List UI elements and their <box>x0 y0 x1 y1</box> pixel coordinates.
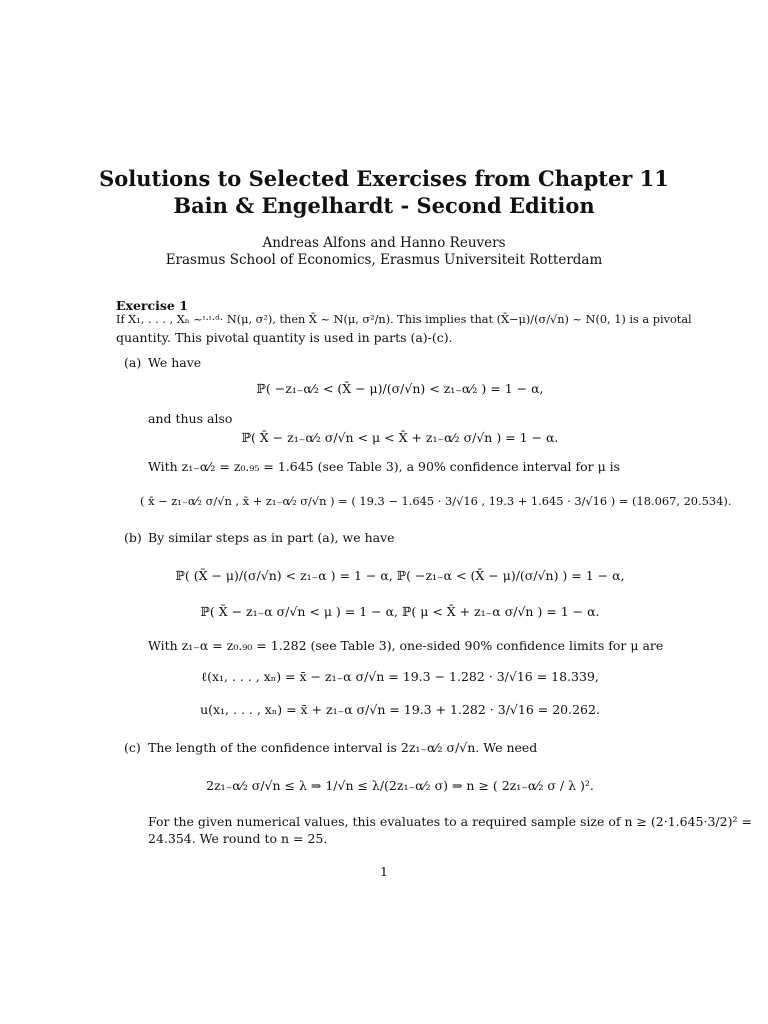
exercise-heading: Exercise 1 <box>116 298 188 313</box>
part-b-equation-4: u(x₁, . . . , xₙ) = x̄ + z₁₋α σ/√n = 19.3 + 1.282 · 3/√16 = 20.262. <box>200 702 600 717</box>
page-number: 1 <box>380 864 388 879</box>
title-line-1: Solutions to Selected Exercises from Chapter 11 <box>99 166 669 191</box>
exercise-intro-line-2: quantity. This pivotal quantity is used in parts (a)-(c). <box>116 330 453 345</box>
part-b-equation-3: ℓ(x₁, . . . , xₙ) = x̄ − z₁₋α σ/√n = 19.3 − 1.282 · 3/√16 = 18.339, <box>201 669 599 684</box>
part-c-equation-1: 2z₁₋α⁄₂ σ/√n ≤ λ ⇒ 1/√n ≤ λ/(2z₁₋α⁄₂ σ) ⇒ n ≥ ( 2z₁₋α⁄₂ σ / λ )². <box>206 778 594 793</box>
part-a-we-have: We have <box>148 355 202 370</box>
part-a-equation-1: ℙ( −z₁₋α⁄₂ < (X̄ − μ)/(σ/√n) < z₁₋α⁄₂ ) = 1 − α, <box>256 381 544 396</box>
part-a-and-thus: and thus also <box>148 411 233 426</box>
part-b-intro: By similar steps as in part (a), we have <box>148 530 395 545</box>
part-a-label: (a) <box>124 355 142 370</box>
part-a-equation-3: ( x̄ − z₁₋α⁄₂ σ/√n , x̄ + z₁₋α⁄₂ σ/√n ) = ( 19.3 − 1.645 · 3/√16 , 19.3 + 1.645 · 3/√16 ) = (18.067, 20.534). <box>140 494 732 508</box>
part-b-equation-1: ℙ( (X̄ − μ)/(σ/√n) < z₁₋α ) = 1 − α, ℙ( −z₁₋α < (X̄ − μ)/(σ/√n) ) = 1 − α, <box>175 568 625 583</box>
part-b-with-line: With z₁₋α = z₀.₉₀ = 1.282 (see Table 3), one-sided 90% confidence limits for μ are <box>148 638 664 653</box>
part-c-for-line-2: 24.354. We round to n = 25. <box>148 831 328 846</box>
part-b-equation-2: ℙ( X̄ − z₁₋α σ/√n < μ ) = 1 − α, ℙ( μ < X̄ + z₁₋α σ/√n ) = 1 − α. <box>200 604 600 619</box>
part-c-label: (c) <box>124 740 141 755</box>
title-line-2: Bain & Engelhardt - Second Edition <box>173 193 595 218</box>
part-c-intro: The length of the confidence interval is 2z₁₋α⁄₂ σ/√n. We need <box>148 740 538 755</box>
part-b-label: (b) <box>124 530 142 545</box>
part-a-equation-2: ℙ( X̄ − z₁₋α⁄₂ σ/√n < μ < X̄ + z₁₋α⁄₂ σ/√n ) = 1 − α. <box>241 430 559 445</box>
authors: Andreas Alfons and Hanno Reuvers <box>262 235 506 251</box>
part-c-for-line-1: For the given numerical values, this evaluates to a required sample size of n ≥ (2·1.645·3/2)² = <box>148 814 752 829</box>
part-a-with-line: With z₁₋α⁄₂ = z₀.₉₅ = 1.645 (see Table 3), a 90% confidence interval for μ is <box>148 459 621 474</box>
exercise-intro-line-1: If X₁, . . . , Xₙ ~ᶦ·ᶦ·ᵈ· N(μ, σ²), then X̄ ~ N(μ, σ²/n). This implies that (X̄−μ)/(σ/√n) ~ N(0, 1) is a pivotal <box>116 313 692 326</box>
affiliation: Erasmus School of Economics, Erasmus Universiteit Rotterdam <box>165 252 603 268</box>
